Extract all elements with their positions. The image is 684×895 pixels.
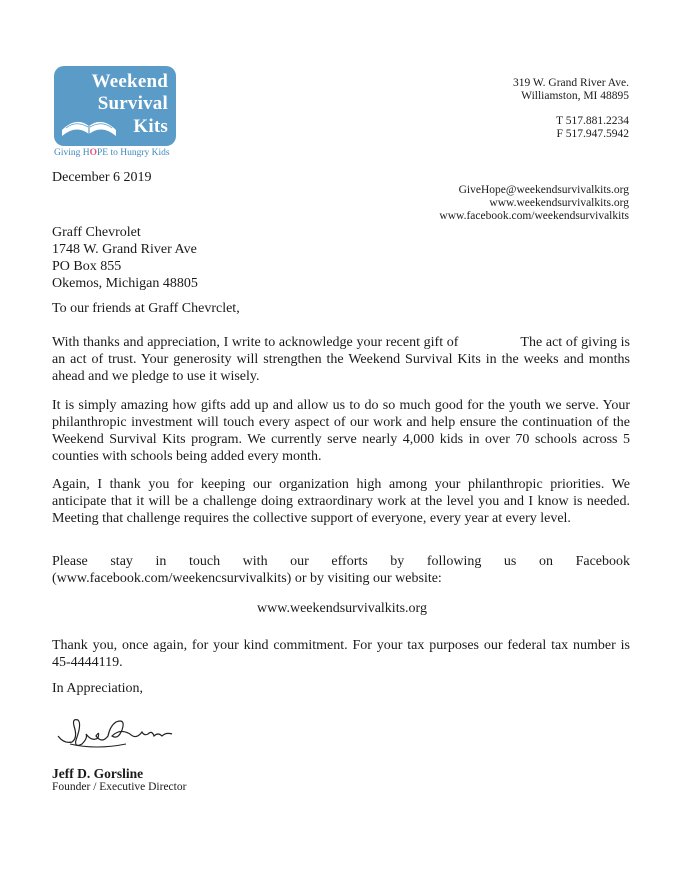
sender-email: GiveHope@weekendsurvivalkits.org (458, 184, 629, 196)
letter-date: December 6 2019 (52, 170, 152, 185)
recipient-street: 1748 W. Grand River Ave (52, 242, 197, 257)
body-paragraph-4: Please stay in touch with our efforts by following us on Facebook (www.facebook.com/weekencsurvivalkits) or by visiting our website: (52, 554, 630, 586)
paragraph-1-rest: The act of giving is an act of trust. Your generosity will strengthen the Weekend Survival Kits in the weeks and months ahead and we pledge to use it wisely. (52, 335, 630, 384)
logo-text-line1: Weekend (91, 71, 168, 92)
body-paragraph-3: Again, I thank you for keeping our organization high among your philanthropic priorities. We anticipate that it will be a challenge doing extraordinary work at the level you and I know is needed. Meeting that challenge requires the collective support of everyone, every year at every level. (52, 477, 630, 526)
body-paragraph-1 (52, 334, 630, 385)
signer-name: Jeff D. Gorsline (52, 766, 144, 781)
recipient-po-box: PO Box 855 (52, 259, 122, 274)
sender-website: www.weekendsurvivalkits.org (489, 197, 629, 209)
body-paragraph-5: Thank you, once again, for your kind commitment. For your tax purposes our federal tax number is 45-4444119. (52, 638, 630, 670)
body-paragraph-2: It is simply amazing how gifts add up and allow us to do so much good for the youth we serve. Your philanthropic investment will touch every aspect of our work and help ensure the continuation of the Weekend Survival Kits program. We currently serve nearly 4,000 kids in over 70 schools across 5 counties with schools being added every month. (52, 398, 630, 464)
logo-text-line2: Survival (97, 93, 168, 114)
tagline-end: PE to Hungry Kids (97, 148, 170, 158)
recipient-city: Okemos, Michigan 48805 (52, 276, 198, 291)
organization-logo (54, 66, 176, 146)
logo-text-line3: Kits (133, 116, 168, 137)
closing: In Appreciation, (52, 681, 143, 696)
sender-city: Williamston, MI 48895 (521, 90, 629, 102)
signer-title: Founder / Executive Director (52, 781, 187, 793)
sender-fax: F 517.947.5942 (556, 128, 629, 140)
tagline-heart-letter: O (89, 148, 98, 158)
logo-tagline (54, 148, 184, 158)
recipient-address (52, 224, 198, 292)
salutation: To our friends at Graff Chevrclet, (52, 301, 240, 316)
sender-facebook: www.facebook.com/weekendsurvivalkits (439, 210, 629, 222)
sender-phone: T 517.881.2234 (556, 115, 629, 127)
tagline-start: Giving H (54, 148, 90, 158)
recipient-name: Graff Chevrolet (52, 225, 141, 240)
handwritten-signature (56, 714, 176, 756)
sender-street: 319 W. Grand River Ave. (512, 77, 629, 89)
website-line: www.weekendsurvivalkits.org (257, 601, 427, 616)
paragraph-1-start: With thanks and appreciation, I write to acknowledge your recent gift of (52, 335, 459, 350)
